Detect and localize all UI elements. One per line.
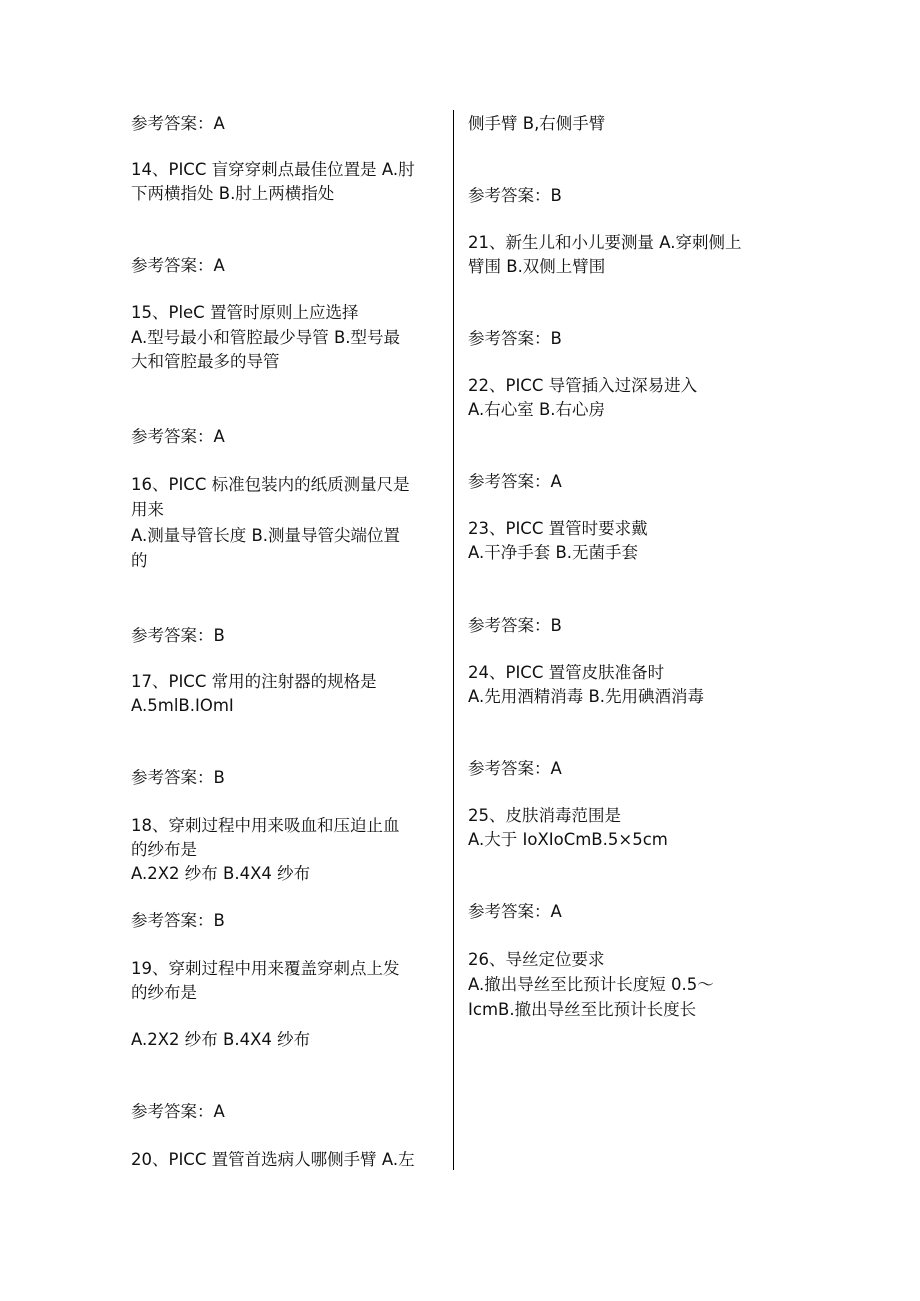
- question-15-line-3: 大和管腔最多的导管: [131, 352, 280, 371]
- question-26-line-3: IcmB.撤出导丝至比预计长度长: [468, 1000, 697, 1019]
- question-16-line-1: 16、PICC 标准包装内的纸质测量尺是: [131, 475, 410, 494]
- answer-20: 参考答案：B: [468, 186, 562, 205]
- answer-15: 参考答案：A: [131, 427, 225, 446]
- answer-13: 参考答案：A: [131, 114, 225, 133]
- question-23-line-1: 23、PICC 置管时要求戴: [468, 519, 648, 538]
- question-18-line-1: 18、穿刺过程中用来吸血和压迫止血: [131, 816, 400, 835]
- question-16-line-2: 用来: [131, 500, 164, 519]
- question-19-line-2: 的纱布是: [131, 983, 197, 1002]
- question-18-line-2: 的纱布是: [131, 840, 197, 859]
- question-17-line-1: 17、PICC 常用的注射器的规格是: [131, 672, 377, 691]
- answer-17: 参考答案：B: [131, 768, 225, 787]
- answer-21: 参考答案：B: [468, 329, 562, 348]
- question-26-line-2: A.撤出导丝至比预计长度短 0.5～: [468, 975, 714, 994]
- question-16-line-4: 的: [131, 551, 148, 570]
- question-23-line-2: A.干净手套 B.无菌手套: [468, 543, 639, 562]
- question-20-line-1: 20、PICC 置管首选病人哪侧手臂 A.左: [131, 1150, 415, 1169]
- question-21-line-2: 臂围 B.双侧上臂围: [468, 257, 606, 276]
- column-divider: [453, 110, 454, 1170]
- question-24-line-1: 24、PICC 置管皮肤准备时: [468, 663, 665, 682]
- question-20-line-2: 侧手臂 B,右侧手臂: [468, 114, 606, 133]
- answer-18: 参考答案：B: [131, 911, 225, 930]
- question-17-line-2: A.5mlB.IOmI: [131, 696, 234, 715]
- answer-19: 参考答案：A: [131, 1102, 225, 1121]
- question-22-line-2: A.右心室 B.右心房: [468, 400, 606, 419]
- answer-24: 参考答案：A: [468, 759, 562, 778]
- question-19-line-1: 19、穿刺过程中用来覆盖穿刺点上发: [131, 959, 400, 978]
- question-25-line-1: 25、皮肤消毒范围是: [468, 806, 621, 825]
- question-25-line-2: A.大于 IoXIoCmB.5×5cm: [468, 830, 668, 849]
- question-14-line-2: 下两横指处 B.肘上两横指处: [131, 184, 335, 203]
- question-16-line-3: A.测量导管长度 B.测量导管尖端位置: [131, 526, 401, 545]
- question-14-line-1: 14、PICC 盲穿穿刺点最佳位置是 A.肘: [131, 160, 415, 179]
- question-22-line-1: 22、PICC 导管插入过深易进入: [468, 376, 698, 395]
- question-15-line-1: 15、PleC 置管时原则上应选择: [131, 303, 359, 322]
- question-24-line-2: A.先用酒精消毒 B.先用碘酒消毒: [468, 687, 705, 706]
- answer-16: 参考答案：B: [131, 626, 225, 645]
- question-26-line-1: 26、导丝定位要求: [468, 950, 605, 969]
- question-19-line-3: A.2X2 纱布 B.4X4 纱布: [131, 1030, 311, 1049]
- answer-22: 参考答案：A: [468, 472, 562, 491]
- question-18-line-3: A.2X2 纱布 B.4X4 纱布: [131, 864, 311, 883]
- question-15-line-2: A.型号最小和管腔最少导管 B.型号最: [131, 328, 401, 347]
- question-21-line-1: 21、新生儿和小儿要测量 A.穿刺侧上: [468, 233, 742, 252]
- answer-14: 参考答案：A: [131, 256, 225, 275]
- answer-23: 参考答案：B: [468, 616, 562, 635]
- answer-25: 参考答案：A: [468, 902, 562, 921]
